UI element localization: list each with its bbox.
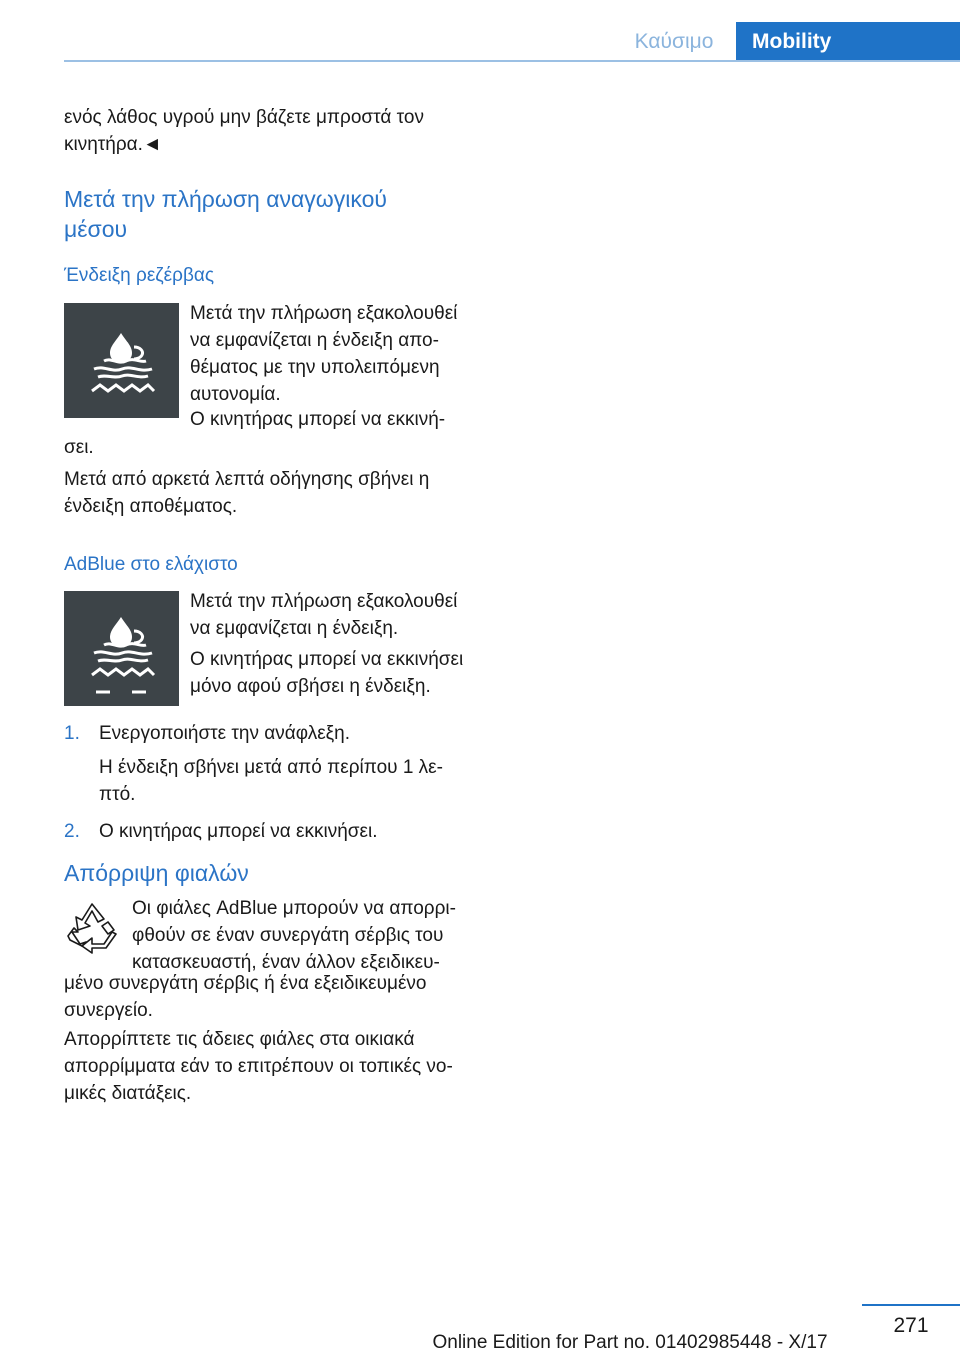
intro-line: κινητήρα.◄	[64, 134, 162, 155]
section-title-line: Μετά την πλήρωση αναγωγικού	[64, 186, 387, 212]
list-item	[64, 720, 480, 748]
minimum-paragraph-2	[190, 646, 482, 700]
tab-mobility[interactable]: Mobility	[736, 22, 960, 62]
text-line: μικές διατάξεις.	[64, 1083, 192, 1104]
section-title-refill	[64, 184, 480, 244]
section-title-disposal: Απόρριψη φιαλών	[64, 860, 249, 886]
list-item-text: Ενεργοποιήστε την ανάφλεξη.	[99, 723, 351, 744]
text-line: να εμφανίζεται η ένδειξη.	[190, 618, 399, 639]
adblue-minimum-icon	[64, 591, 179, 706]
text-line: Ο κινητήρας μπορεί να εκκινή-	[190, 409, 446, 430]
subsection-title-reserve: Ένδειξη ρεζέρβας	[64, 265, 215, 286]
text-line: Μετά την πλήρωση εξακολουθεί	[190, 303, 458, 324]
text-line: κατασκευαστή, έναν άλλον εξειδικευ-	[132, 952, 440, 973]
intro-line: ενός λάθος υγρού μην βάζετε μπροστά τον	[64, 107, 424, 128]
text-line: Ο κινητήρας μπορεί να εκκινήσει	[190, 649, 464, 670]
disposal-paragraph-2	[64, 1026, 480, 1107]
text-line: Απορρίπτετε τις άδειες φιάλες στα οικιακά	[64, 1029, 415, 1050]
adblue-reserve-icon	[64, 303, 179, 418]
text-line: φθούν σε έναν συνεργάτη σέρβις του	[132, 925, 444, 946]
text-line: αυτονομία.	[190, 384, 281, 405]
disposal-paragraph-1b	[64, 970, 480, 1024]
reserve-paragraph-2b	[64, 434, 480, 461]
intro-text	[64, 104, 480, 158]
section-title-line: μέσου	[64, 216, 128, 242]
text-line: Η ένδειξη σβήνει μετά από περίπου 1 λε-	[99, 757, 443, 778]
list-item-number: 1.	[64, 723, 80, 744]
text-line: Μετά από αρκετά λεπτά οδήγησης σβήνει η	[64, 469, 430, 490]
minimum-paragraph-1	[190, 588, 482, 642]
subsection-title-minimum: AdBlue στο ελάχιστο	[64, 554, 238, 575]
text-line: Μετά την πλήρωση εξακολουθεί	[190, 591, 458, 612]
disposal-paragraph-1a	[132, 895, 482, 976]
list-item	[64, 818, 480, 846]
list-item-subtext	[64, 754, 480, 808]
text-line: απορρίμματα εάν το επιτρέπουν οι τοπικές νο-	[64, 1056, 453, 1077]
edition-footer: Online Edition for Part no. 01402985448 - X/17	[432, 1332, 828, 1353]
text-line: πτό.	[99, 784, 136, 805]
reserve-paragraph-3	[64, 466, 480, 520]
step-list	[64, 720, 480, 846]
text-line: συνεργείο.	[64, 1000, 153, 1021]
header-rule	[64, 60, 960, 62]
text-line: μένο συνεργάτη σέρβις ή ένα εξειδικευμένο	[64, 973, 427, 994]
text-line: σει.	[64, 437, 94, 458]
footer-rule	[862, 1304, 960, 1306]
recycling-icon	[64, 898, 120, 954]
text-line: να εμφανίζεται η ένδειξη απο-	[190, 330, 439, 351]
list-item-text: Ο κινητήρας μπορεί να εκκινήσει.	[99, 821, 378, 842]
adblue-minimum-tile	[64, 591, 179, 706]
tab-fuel[interactable]: Καύσιμο	[634, 30, 714, 53]
adblue-reserve-tile	[64, 303, 179, 418]
text-line: Οι φιάλες AdBlue μπορούν να απορρι-	[132, 898, 456, 919]
text-line: μόνο αφού σβήσει η ένδειξη.	[190, 676, 431, 697]
text-line: θέματος με την υπολειπόμενη	[190, 357, 440, 378]
reserve-paragraph-1	[190, 300, 482, 408]
page-number: 271	[893, 1314, 929, 1337]
list-item-number: 2.	[64, 821, 80, 842]
text-line: ένδειξη αποθέματος.	[64, 496, 238, 517]
reserve-paragraph-2a	[190, 406, 482, 433]
